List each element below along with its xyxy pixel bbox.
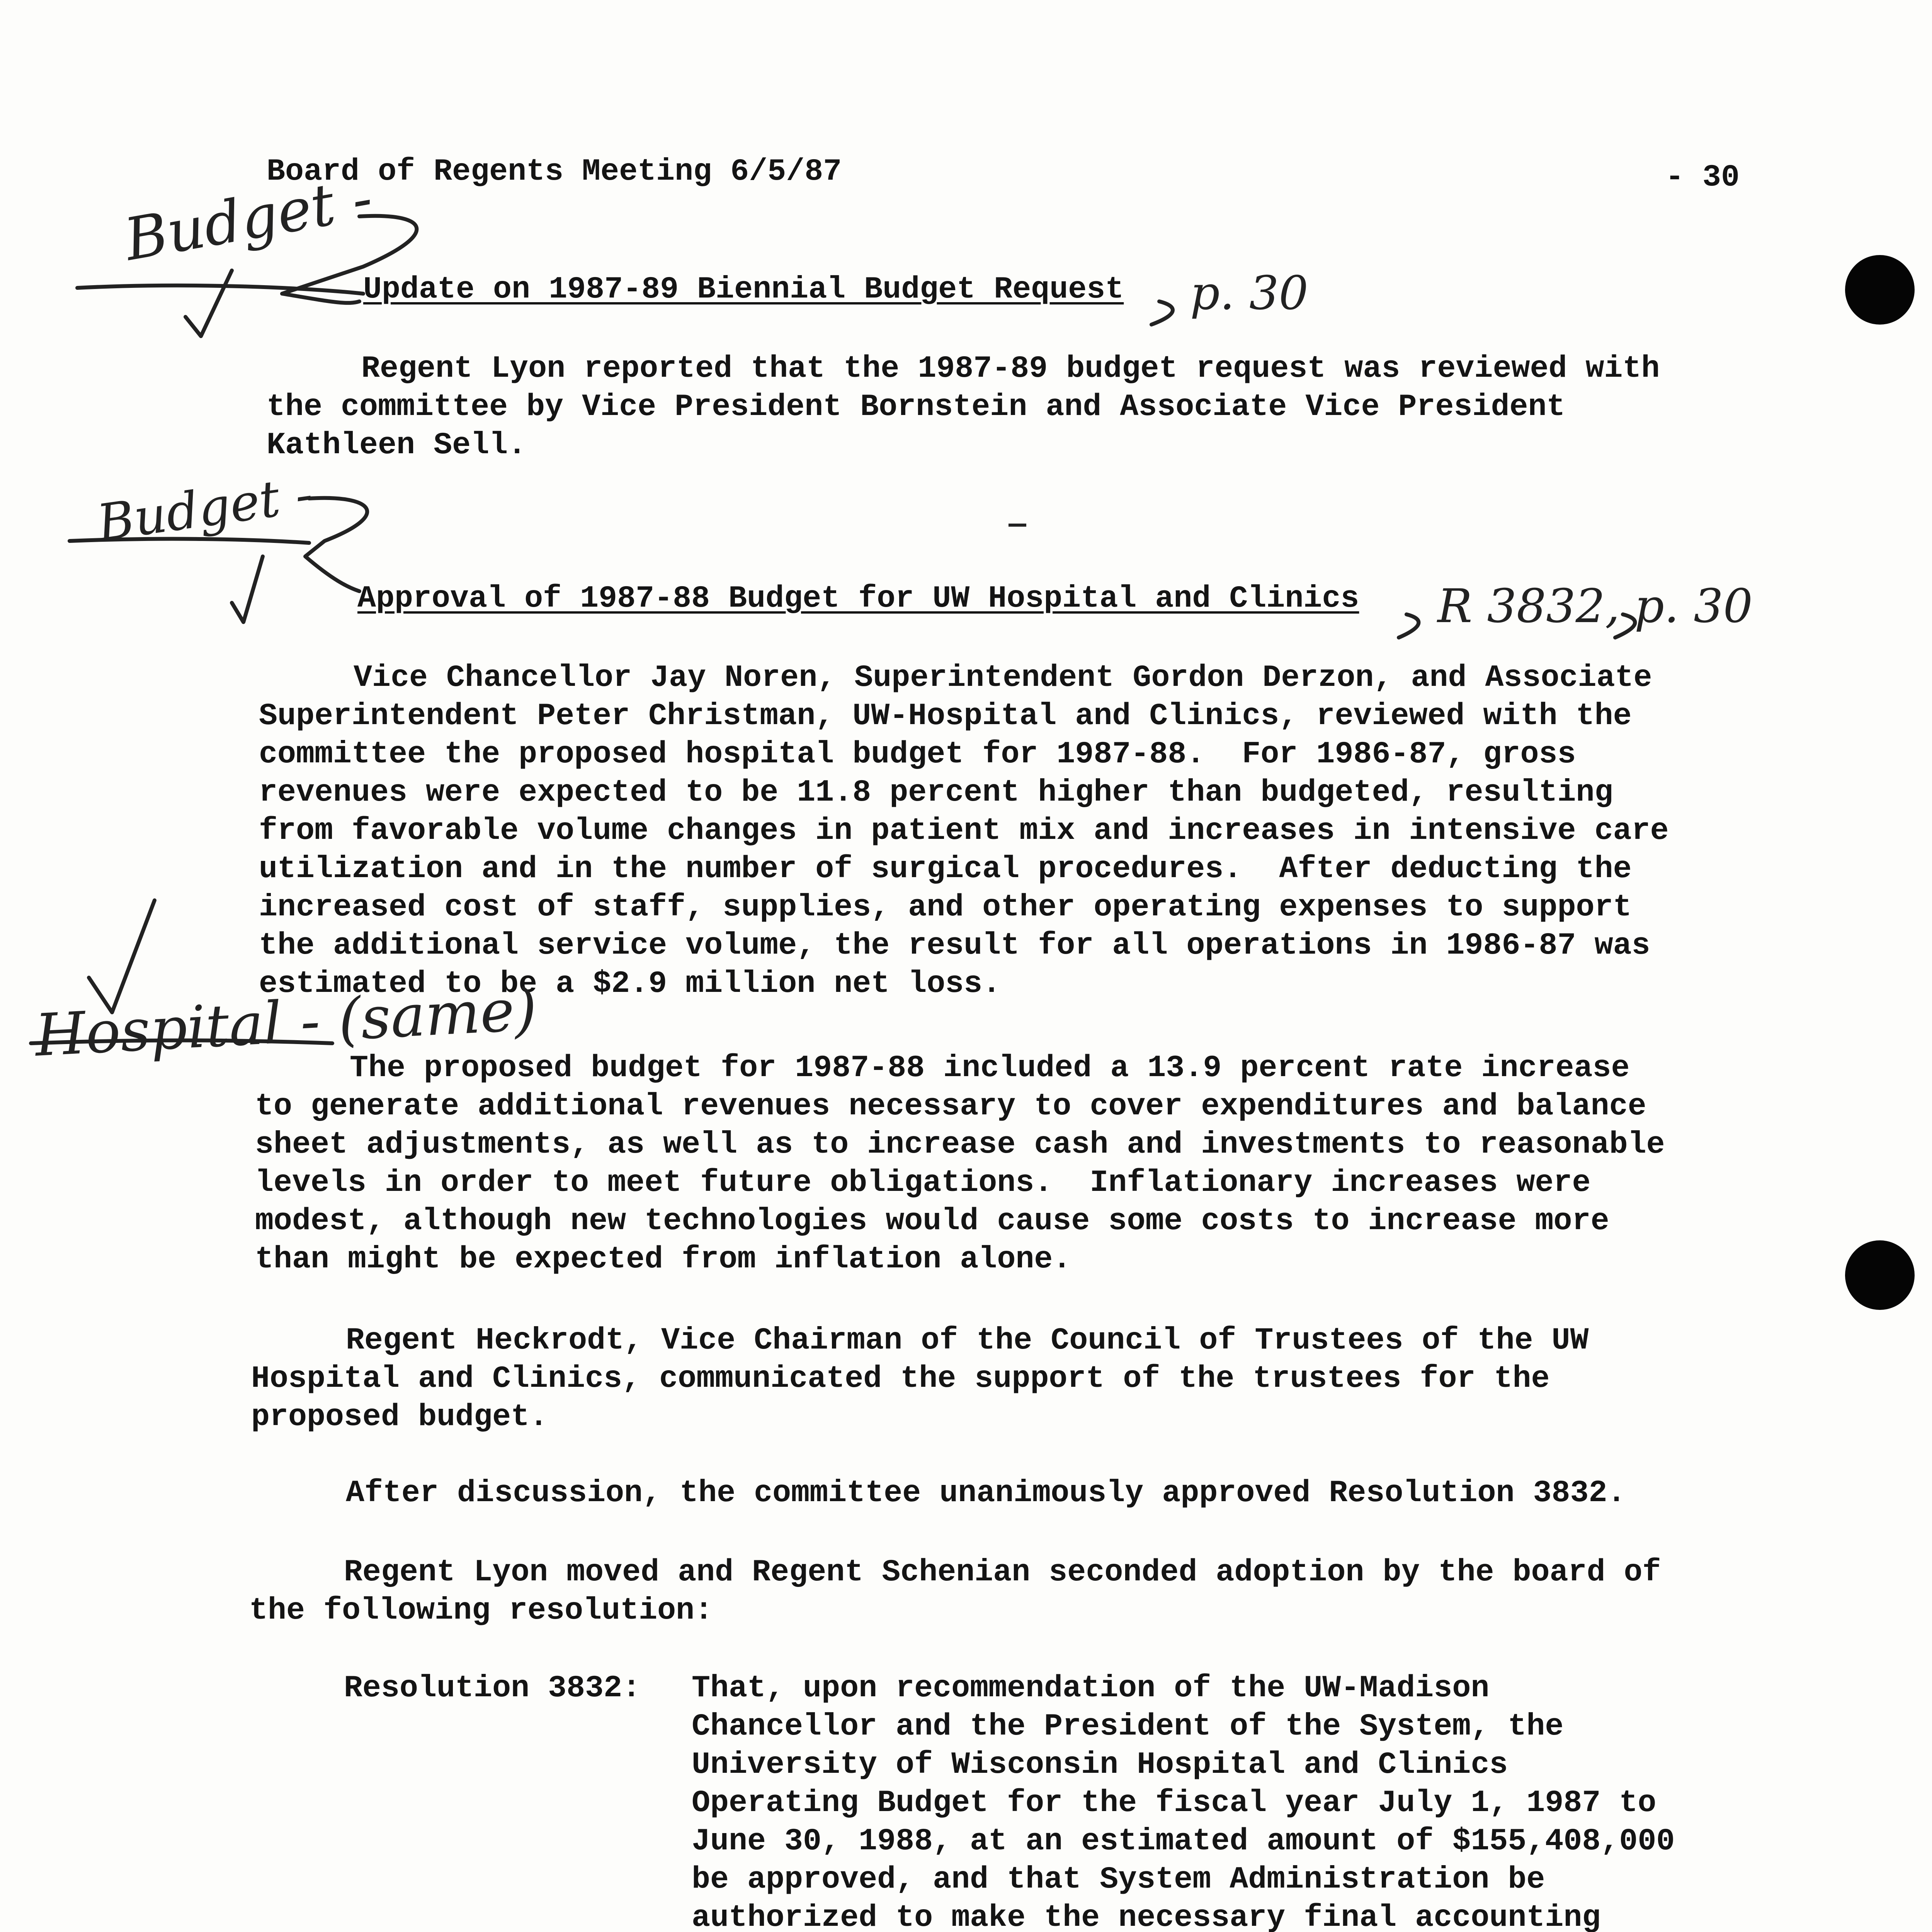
paragraph-proposed-budget	[255, 1049, 1665, 1279]
section-heading-biennial-budget: Update on 1987-89 Biennial Budget Request	[363, 272, 1124, 307]
text-line: be approved, and that System Administration be	[692, 1862, 1545, 1897]
text-line: Chancellor and the President of the System, the	[692, 1709, 1564, 1744]
paragraph-committee-approval	[251, 1474, 1626, 1512]
handwritten-budget-note: Budget -	[119, 164, 378, 274]
text-line: the additional service volume, the result for all operations in 1986-87 was	[259, 928, 1650, 963]
text-line: modest, although new technologies would cause some costs to increase more	[255, 1204, 1609, 1239]
text-line: The proposed budget for 1987-88 included a 13.9 percent rate increase	[350, 1051, 1630, 1086]
text-line: levels in order to meet future obligations. Inflationary increases were	[255, 1165, 1591, 1201]
handwritten-page-ref: p. 30	[1190, 267, 1308, 320]
text-line: University of Wisconsin Hospital and Clinics	[692, 1747, 1508, 1782]
text-line: Operating Budget for the fiscal year July 1, 1987 to	[692, 1786, 1656, 1821]
paragraph-budget-request	[267, 350, 1660, 464]
text-line: the committee by Vice President Bornstein and Associate Vice President	[267, 389, 1565, 425]
text-line: Hospital and Clinics, communicated the support of the trustees for the	[251, 1361, 1550, 1396]
text-line: than might be expected from inflation alone.	[255, 1242, 1071, 1277]
text-line: June 30, 1988, at an estimated amount of $155,408,000	[692, 1824, 1675, 1859]
hole-punch	[1845, 255, 1915, 325]
tick-stroke	[1399, 614, 1418, 638]
text-line: Kathleen Sell.	[267, 428, 527, 463]
text-line: revenues were expected to be 11.8 percent higher than budgeted, resulting	[259, 775, 1613, 810]
text-line: from favorable volume changes in patient mix and increases in intensive care	[259, 813, 1669, 849]
text-line: Regent Lyon reported that the 1987-89 budget request was reviewed with	[361, 351, 1660, 386]
text-line: Regent Heckrodt, Vice Chairman of the Council of Trustees of the UW	[346, 1323, 1589, 1358]
handwritten-resolution-ref: R 3832, p. 30	[1437, 580, 1753, 633]
underline-stroke	[77, 286, 363, 294]
text-line: estimated to be a $2.9 million net loss.	[259, 966, 1001, 1002]
resolution-text	[692, 1669, 1675, 1932]
paragraph-trustees-support	[251, 1321, 1589, 1436]
separator-dash	[1009, 524, 1026, 527]
section-heading-hospital-budget: Approval of 1987-88 Budget for UW Hospital and Clinics	[357, 581, 1359, 616]
text-line: After discussion, the committee unanimously approved Resolution 3832.	[346, 1476, 1626, 1511]
text-line: utilization and in the number of surgical procedures. After deducting the	[259, 852, 1632, 887]
text-line: increased cost of staff, supplies, and other operating expenses to support	[259, 890, 1632, 925]
handwritten-hospital-note: Hospital - (same)	[33, 976, 539, 1070]
resolution-label: Resolution 3832:	[344, 1671, 641, 1706]
page-number: - 30	[1665, 160, 1740, 195]
text-line: the following resolution:	[249, 1593, 713, 1628]
text-line: sheet adjustments, as well as to increase cash and investments to reasonable	[255, 1127, 1665, 1162]
hole-punch	[1845, 1240, 1915, 1310]
text-line: Vice Chancellor Jay Noren, Superintendent Gordon Derzon, and Associate	[354, 660, 1652, 696]
check-mark	[89, 900, 155, 1012]
paragraph-hospital-review	[259, 659, 1669, 1003]
text-line: authorized to make the necessary final accounting	[692, 1900, 1601, 1932]
text-line: proposed budget.	[251, 1400, 548, 1435]
handwritten-budget-note: Budget -	[94, 464, 316, 553]
check-mark	[232, 556, 263, 622]
text-line: Regent Lyon moved and Regent Schenian seconded adoption by the board of	[344, 1555, 1661, 1590]
text-line: to generate additional revenues necessary to cover expenditures and balance	[255, 1089, 1646, 1124]
paragraph-motion	[249, 1553, 1661, 1630]
tick-stroke	[1151, 301, 1173, 325]
check-mark	[185, 270, 232, 336]
document-header-title: Board of Regents Meeting 6/5/87	[267, 154, 842, 189]
text-line: That, upon recommendation of the UW-Madison	[692, 1671, 1490, 1706]
text-line: Superintendent Peter Christman, UW-Hospital and Clinics, reviewed with the	[259, 699, 1632, 734]
text-line: committee the proposed hospital budget for 1987-88. For 1986-87, gross	[259, 737, 1576, 772]
